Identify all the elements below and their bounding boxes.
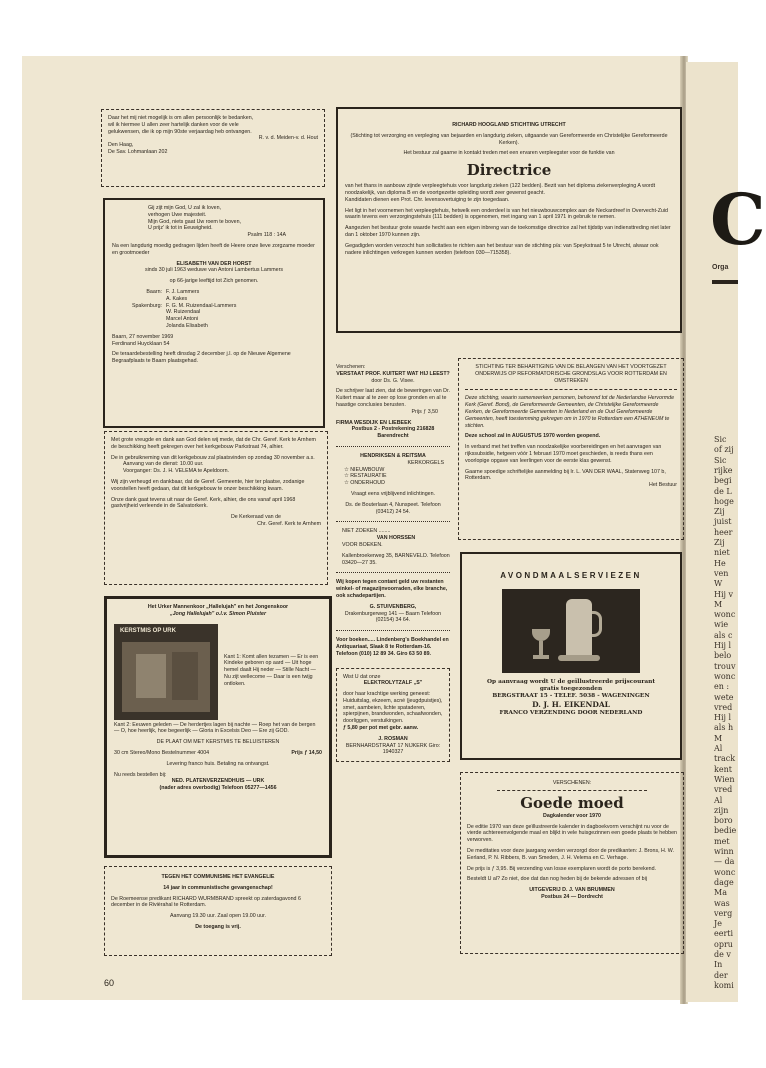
- obituary-verse-line: Gij zijt mijn God, U zal ik loven,: [148, 205, 222, 211]
- goede-p3: De prijs is ƒ 3,95. Bij verzending van losse exemplaren wordt de porto berekend.: [467, 865, 657, 872]
- next-page-line: track: [714, 754, 736, 764]
- kuitert-verschenen: Verschenen:: [336, 364, 366, 370]
- next-page-line: wonc: [714, 610, 736, 620]
- record-order: Nu reeds bestellen bij:: [114, 771, 167, 778]
- next-page-line: ven: [714, 568, 729, 578]
- obituary-burial: De teraardebestelling heeft dinsdag 2 december j.l. op de Nieuwe Algemene Begraafplaats te Baarn plaatsgehad.: [112, 351, 291, 365]
- rotterdam-p1: Deze stichting, waarin samenwerken personen, behorend tot de Nederlandse Hervormde Kerk (Geref. Bond), de Gereformeerde Gemeenten, de Christelijke Gereformeerde Kerken, de Gereformeerde Gemeenten in Nederland en de Oud Gereformeerde Gemeenten, heeft toestemming gekregen om in 1970 te Rotterdam een ATHENEUM te stichten.: [465, 395, 675, 429]
- next-page-line: trouv: [714, 661, 736, 671]
- next-page-line: Sic: [714, 435, 727, 444]
- next-page-line: Sic: [714, 455, 727, 465]
- wurmbrand-sub: 14 jaar in communistische gevangenschap!: [163, 884, 273, 891]
- next-page-line: kent: [714, 764, 732, 774]
- rotterdam-p4: Gaarne spoedige schriftelijke aanmelding bij Ir. L. VAN DER WAAL, Statenweg 107 b, Rotterdam.: [465, 468, 666, 482]
- next-page-line: In: [714, 960, 723, 970]
- record-price: Prijs ƒ 14,50: [291, 749, 322, 756]
- zalf-address: BERNHARDSTRAAT 17 NIJKERK Giro: 1940327: [345, 742, 441, 756]
- next-page-line: belo: [714, 651, 732, 661]
- next-page-line: de L: [714, 486, 732, 496]
- avondmaal-company: D. J. H. EIKENDAL: [532, 700, 610, 710]
- next-page-rule: [712, 280, 738, 284]
- thanks-line: wil ik hiermee U allen zeer hartelijk danken voor de vele: [108, 121, 239, 128]
- wurmbrand-title: TEGEN HET COMMUNISME HET EVANGELIE: [161, 874, 275, 880]
- obituary-date: Baarn, 27 november 1969: [112, 333, 174, 340]
- next-page-line: wonc: [714, 867, 736, 877]
- goede-p4: Besteldt U al? Zo niet, doe dat dan nog heden bij de bekende adressen of bij: [467, 876, 647, 883]
- hendriksen-item: ☆ NIEUWBOUW: [344, 466, 385, 473]
- page-number: 60: [104, 978, 115, 988]
- family-member: Marcel Antoni: [166, 316, 199, 323]
- next-page-line: M: [714, 733, 723, 743]
- next-page-line: rijke: [714, 465, 733, 475]
- next-page-line: Hij v: [714, 589, 734, 599]
- hoogland-big: Directrice: [466, 161, 552, 180]
- record-ad: [104, 596, 332, 858]
- thanks-signer: R. v. d. Meiden-v. d. Hout: [258, 135, 318, 142]
- next-page-line: Zij: [714, 538, 725, 547]
- goede-sub: Dagkalender voor 1970: [543, 812, 601, 819]
- kuitert-author: door Ds. G. Visee.: [371, 377, 415, 384]
- church-notice: [104, 431, 328, 585]
- goede-p2: De meditaties voor deze jaargang werden verzorgd door de predikanten: J. Brons, H. W. Eerland, P. N. Ribbers, B. van Smeden, J. H. Velema en C. Verhage.: [467, 847, 674, 861]
- next-page-line: M: [714, 599, 723, 609]
- record-format: 30 cm Stereo/Mono Bestelnummer 4004: [114, 749, 210, 756]
- church-sign1: De Kerkeraad van de: [230, 514, 281, 521]
- thanks-line: Daar het mij niet mogelijk is om allen persoonlijk te bedanken,: [108, 115, 254, 121]
- obituary-verse-line: Mijn God, niets gaat Uw roem te boven,: [148, 218, 242, 225]
- next-page-line: Wien: [714, 774, 735, 784]
- stuivenberg-kopen: Wij kopen tegen contant geld uw restanten winkel- of magazijnvoorraden, elke branche, ook schadepartijen.: [336, 579, 448, 599]
- wurmbrand-p2: Aanvang 19.30 uur. Zaal open 19.00 uur.: [169, 913, 266, 920]
- goede-verschenen: VERSCHENEN:: [552, 780, 592, 786]
- next-page-line: wie: [714, 620, 729, 630]
- record-kant2: Kant 2: Eeuwen geleden — De herdertjes lagen bij nachte — Roep het van de bergen — O, hoe heerlijk, hoe begeerlijk — Gloria in Excelsis Deo — Ere zij GOD.: [114, 721, 316, 735]
- next-page-line: met: [714, 836, 730, 846]
- hoogland-p4: Gegadigden worden verzocht hun sollicitaties te richten aan het bestuur van de stichting p/a: van Speykstraat 5 te Utrecht, alwaar ook nadere inlichtingen verkregen kunnen worden (telefoon 030—715358).: [345, 242, 659, 256]
- hoogland-intro: Het bestuur zal gaarne in kontakt treden met een ervaren verpleegster voor de funktie van: [403, 150, 615, 157]
- kuitert-ad: [336, 362, 450, 447]
- hendriksen-item: ☆ RESTAURATIE: [344, 473, 387, 480]
- record-cover-row: [114, 624, 322, 720]
- chalice-image: [502, 589, 640, 673]
- next-page-line: verg: [714, 908, 733, 918]
- family-member: W. Ruizendaal: [166, 309, 201, 316]
- hoogland-p1b: Kandidaten dienen een Prot. Chr. levensovertuiging te zijn toegedaan.: [345, 196, 510, 203]
- record-format-row: [114, 750, 322, 757]
- kuitert-desc: De schrijver laat zien, dat de beweringen van Dr. Kuitert maar al te zeer op lose gronden en al te haastige conclusies berusten.: [336, 388, 450, 408]
- next-page-line: als h: [714, 723, 734, 733]
- zalf-desc: door haar krachtige werking geneest: Huiduitslag, ekzeem, acné (jeugdpuistjes), smet, aambeien, lichte spataderen, spierpijnen, brandwonden, schaafwonden, doorliggen, verstuikingen.: [343, 691, 443, 725]
- horssen-address: Kallenbroekerweg 35, BARNEVELD. Telefoon 03420—27 35.: [342, 552, 450, 566]
- obituary-verse-line: verhogen Uwe majesteit.: [148, 211, 207, 218]
- church-p4: Voorganger: Ds. J. H. VELEMA te Apeldoorn.: [123, 468, 229, 475]
- record-kant1: Kant 1: Komt allen tezamen — Er is een Kindeke geboren op aard — Uit hoge hemel daalt Hij neder — Stille Nacht — Nu zijt wellecome — Daar is een twijg ontloken.: [224, 653, 319, 687]
- next-page-line: W: [714, 579, 723, 589]
- hendriksen-address: Ds. de Bouterlaan 4, Nunspeet. Telefoon (03412) 24 54.: [345, 501, 441, 515]
- rotterdam-title: STICHTING TER BEHARTIGING VAN DE BELANGEN VAN HET VOORTGEZET ONDERWIJS OP REFORMATORISCHE GRONDSLAG VOOR ROTTERDAM EN OMSTREKEN: [475, 364, 667, 384]
- avondmaal-line2: gratis toegezonden: [539, 685, 603, 692]
- next-page-line: — da: [714, 857, 735, 867]
- hoogland-ad: [336, 107, 682, 333]
- record-title2: „Jong Hallelujah" o.l.v. Simon Pluister: [169, 610, 267, 617]
- record-company: NED. PLATENVERZENDHUIS — URK: [171, 778, 265, 785]
- next-page-line: opru: [714, 939, 733, 949]
- goede-publisher: UITGEVERIJ D. J. VAN BRUMMEN: [529, 887, 615, 894]
- hoogland-p2: Het ligt in het voornemen het verpleegtehuis, hetwelk een onderdeel is van het nieuwbouwcomplex aan de Neckardreef in Overvecht-Zuid waarin tevens een verzorgingstehuis (111 bedden) is opgenomen, met ingang van 1 april 1971 in gebruik te nemen.: [345, 207, 669, 221]
- obituary-verse-line: U prijz' ik tot in Eeuwigheid.: [148, 225, 213, 232]
- horssen-ad: [336, 522, 450, 573]
- hoogland-subtitle: (Stichting tot verzorging en verpleging van bejaarden en langdurig zieken, uitgaande van Gereformeerde en Christelijke Gereformeerde Kerken).: [350, 132, 668, 146]
- next-page-initial: C: [710, 178, 766, 261]
- record-title1: Het Urker Mannenkoor „Hallelujah" en het Jongenskoor: [147, 604, 289, 610]
- wurmbrand-notice: [104, 866, 332, 956]
- next-page-line: was: [714, 898, 730, 908]
- stuivenberg-address: Drakenburgerweg 141 — Baarn Telefoon (02154) 34 64.: [344, 610, 442, 624]
- avondmaal-footer: FRANCO VERZENDING DOOR NEDERLAND: [499, 710, 643, 717]
- avondmaal-line1: Op aanvraag wordt U de geïllustreerde prijscourant: [486, 679, 656, 685]
- goede-moed-ad: [460, 772, 684, 954]
- horssen-name: VAN HORSSEN: [376, 535, 416, 542]
- church-p2: De in gebruikneming van dit kerkgebouw zal plaatsvinden op zondag 30 november a.s.: [111, 454, 315, 461]
- next-page-line: vred: [714, 785, 733, 795]
- family-member: A. Kakes: [166, 295, 188, 302]
- rotterdam-p2: Deze school zal in AUGUSTUS 1970 worden geopend.: [465, 433, 601, 440]
- stuivenberg-ad: [336, 573, 450, 631]
- church-p5: Wij zijn verheugd en dankbaar, dat de Geref. Gemeente, hier ter plaatse, zodanige voorstellen heeft gedaan, dat dit kerkgebouw te onzer beschikking kwam.: [111, 478, 305, 492]
- next-page-line: He: [714, 558, 726, 568]
- family-member: F. G. M. Ruizendaal-Lammers: [166, 302, 237, 309]
- next-page-line: komi: [714, 980, 734, 990]
- next-page-line: eerti: [714, 929, 734, 939]
- next-page-line: Al: [714, 795, 723, 805]
- next-page-line: wonc: [714, 671, 736, 681]
- next-page-line: dage: [714, 877, 734, 887]
- next-page-line: Al: [714, 744, 723, 753]
- next-page-line: juist: [714, 517, 732, 527]
- goede-postbus: Postbus 24 — Dordrecht: [541, 893, 603, 900]
- rotterdam-sign: Het Bestuur: [649, 482, 677, 489]
- church-p6: Onze dank gaat tevens uit naar de Geref. Kerk, alhier, die ons vanaf april 1968 gastvrijheid verleende in de Salvatorkerk.: [111, 496, 296, 510]
- kuitert-title: VERSTAAT PROF. KUITERT WAT HIJ LEEST?: [336, 370, 450, 377]
- record-headline: DE PLAAT OM MET KERSTMIS TE BELUISTEREN: [156, 739, 280, 746]
- lindenberg-ad: Voor boeken..... Lindenberg's Boekhandel en Antiquariaat, Slaak 8 te Rotterdam-16. Telefoon (010) 12 89 34. Giro 63 50 89.: [336, 637, 449, 657]
- church-p3: Aanvang van de dienst: 10.00 uur.: [123, 461, 204, 468]
- family-place: Baarn:: [146, 288, 162, 295]
- church-sign2: Chr. Geref. Kerk te Arnhem: [257, 520, 321, 527]
- stuivenberg-name: G. STUIVENBERG,: [369, 603, 417, 610]
- next-page-line: als c: [714, 630, 733, 640]
- horssen-boeken: VOOR BOEKEN.: [342, 541, 383, 548]
- hoogland-p3: Aangezien het bestuur grote waarde hecht aan een eigen inbreng van de toekomstige directrice zal het tijdstip van indiensttreding niet later dan 1 oktober 1970 kunnen zijn.: [345, 225, 671, 238]
- next-page-line: Ma: [714, 888, 727, 898]
- next-page-line: Hij l: [714, 713, 732, 723]
- hendriksen-ad: [336, 447, 450, 522]
- zalf-rosman: J. ROSMAN: [378, 735, 408, 742]
- obituary-verse-ref: Psalm 118 : 14A: [247, 232, 286, 239]
- hoogland-title: RICHARD HOOGLAND STICHTING UTRECHT: [452, 122, 566, 128]
- wurmbrand-p1: De Roemeense predikant RICHARD WURMBRAND spreekt op zaterdagavond 6 december in de Rivièrahal te Rotterdam.: [111, 895, 301, 909]
- horssen-niet: NIET ZOEKEN ........: [342, 528, 391, 535]
- rotterdam-p3: In verband met het treffen van noodzakelijke voorbereidingen en het aanvragen van rijkssubsidie, hetgeen vóór 1 februari 1970 moet geschieden, is reeds thans een voorlopige opgave van leerlingen voor de eerste klas gewenst.: [465, 444, 662, 464]
- thanks-notice: [101, 109, 325, 187]
- obituary-intro: Na een langdurig moedig gedragen lijden heeft de Heere onze lieve zorgzame moeder en grootmoeder: [112, 242, 315, 256]
- record-cover-image: [114, 624, 218, 720]
- hendriksen-kerkorgels: KERKORGELS: [407, 459, 444, 466]
- next-page-line: bedie: [714, 826, 737, 836]
- rotterdam-school-ad: [458, 358, 684, 540]
- goede-big: Goede moed: [520, 793, 624, 812]
- family-member: F. J. Lammers: [166, 288, 200, 295]
- wurmbrand-p3: De toegang is vrij.: [195, 923, 241, 930]
- obituary-family-spakenburg: [112, 303, 316, 330]
- zalf-name: ELEKTROLYTZALF „S": [363, 680, 423, 687]
- family-place: Spakenburg:: [131, 302, 162, 309]
- hoogland-p1: van het thans in aanbouw zijnde verpleegtehuis voor langdurig zieken (122 bedden). Bezit van het diploma ziekenverpleging A wordt noodzakelijk, van diploma B en de voortgezette opleiding wordt zeer gewenst geacht.: [345, 183, 656, 196]
- next-page-line: zijn: [714, 805, 729, 815]
- record-cover-text: KERSTMIS OP URK: [120, 627, 176, 634]
- zalf-ad: [336, 668, 450, 763]
- obituary-age: op 66-jarige leeftijd tot Zich genomen.: [169, 278, 259, 285]
- zalf-wist: Wist U dat onze: [343, 673, 381, 680]
- kuitert-price: Prijs ƒ 3,50: [411, 408, 438, 415]
- kuitert-postbus: Postbus 2 - Postrekening 216828 Barendrecht: [351, 426, 435, 440]
- next-page-line: vred: [714, 702, 733, 712]
- obituary-street: Ferdinand Huycklaan 54: [112, 340, 170, 347]
- kuitert-firm: FIRMA WESDIJK EN LIEBEEK: [336, 419, 412, 426]
- next-page-line: boro: [714, 816, 733, 826]
- thanks-address: De Sav. Lohmanlaan 202: [108, 148, 168, 155]
- obituary-family-baarn: [112, 289, 316, 303]
- hendriksen-item: ☆ ONDERHOUD: [344, 480, 385, 487]
- obituary-since: sinds 30 juli 1963 weduwe van Antoni Lambertus Lammers: [144, 267, 284, 274]
- next-page-line: Je: [714, 919, 722, 929]
- hendriksen-info: Vraagt eens vrijblijvend inlichtingen.: [350, 490, 435, 497]
- avondmaal-ad: [460, 552, 682, 760]
- next-page-line: niet: [714, 548, 730, 558]
- next-page-org: Orga: [712, 264, 729, 271]
- avondmaal-address: BERGSTRAAT 15 - TELEF. 5038 - WAGENINGEN: [492, 692, 650, 699]
- next-page-line: de v: [714, 950, 731, 959]
- next-page-line: der: [714, 970, 728, 980]
- next-page-line: Zij: [714, 507, 725, 517]
- next-page-line: heer: [714, 527, 733, 537]
- next-page-line: en :: [714, 682, 730, 692]
- record-delivery: Levering franco huis. Betaling na ontvangst.: [166, 760, 270, 767]
- record-phone: (nader adres overbodig) Telefoon 05277—1456: [159, 785, 277, 792]
- thanks-line: gelukwensen, die ik op mijn 90ste verjaardag heb ontvangen.: [108, 128, 252, 135]
- zalf-price: ƒ 5,80 per pot met gebr. aanw.: [343, 725, 419, 732]
- goede-p1: De editie 1970 van deze geïllustreerde kalender in dagboekvorm verschijnt nu voor de vierde achtereenvolgende maal en blijkt in vele huisgezinnen een goede plaats te hebben verworven.: [467, 823, 677, 844]
- middle-column: [336, 362, 450, 954]
- avondmaal-title: AVONDMAALSERVIEZEN: [500, 571, 642, 580]
- next-page-line: wete: [714, 692, 734, 702]
- church-p1: Met grote vreugde en dank aan God delen wij mede, dat de Chr. Geref. Kerk te Arnhem de beschikking heeft gekregen over het kerkgebouw Parkstraat 74, alhier.: [111, 437, 316, 450]
- hendriksen-name: HENDRIKSEN & REITSMA: [360, 452, 426, 459]
- next-page-line: begi: [714, 476, 732, 486]
- family-member: Jolanda Elisabeth: [166, 322, 208, 329]
- next-page-line: hoge: [714, 496, 734, 506]
- next-page-line: of zij: [714, 445, 734, 455]
- thanks-city: Den Haag,: [108, 142, 134, 149]
- next-page-line: winn: [714, 847, 734, 856]
- next-page-line: Hij l: [714, 641, 732, 650]
- obituary-name: ELISABETH VAN DER HORST: [176, 260, 252, 267]
- obituary: [103, 198, 325, 428]
